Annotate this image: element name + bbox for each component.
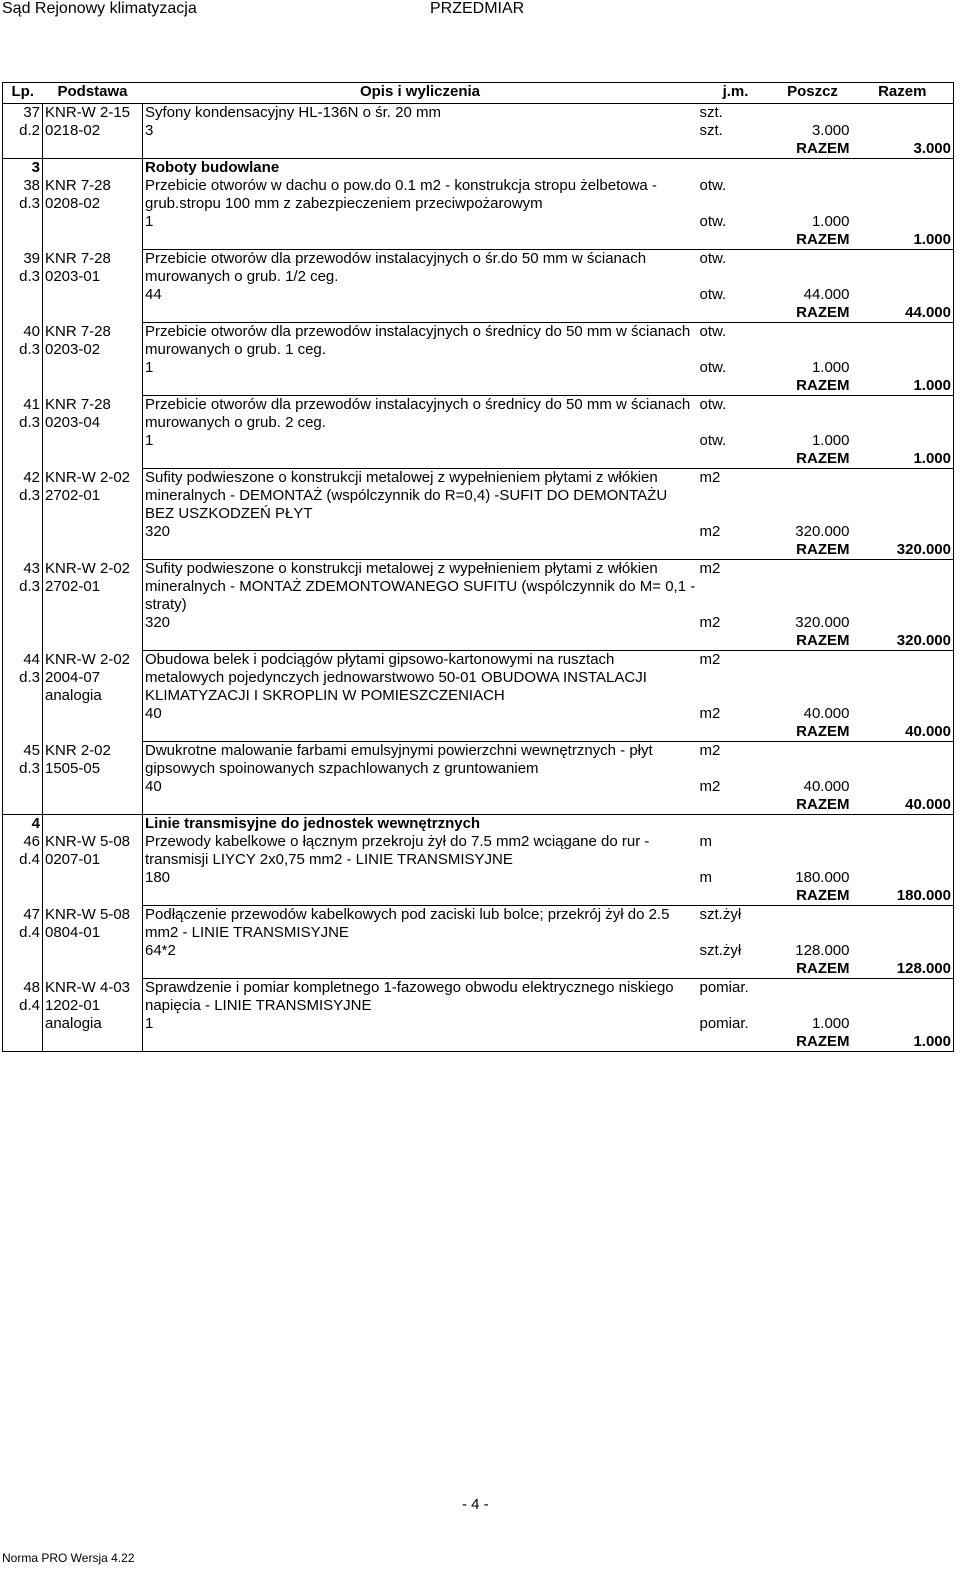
razem-label: RAZEM xyxy=(774,632,852,651)
item-description: Dwukrotne malowanie farbami emulsyjnymi powierzchni wewnętrznych - płyt gipsowych spoinowanych szpachlowanych z gruntowaniem xyxy=(145,742,653,777)
item-empty xyxy=(774,906,852,943)
calc-row xyxy=(3,286,954,304)
item-empty xyxy=(774,250,852,287)
razem-empty xyxy=(143,231,698,250)
calc-empty xyxy=(852,122,954,140)
item-lp-chapter: d.3 xyxy=(19,340,40,358)
item-podstawa xyxy=(43,323,143,396)
item-empty xyxy=(852,906,954,943)
item-description: Sprawdzenie i pomiar kompletnego 1-fazowego obwodu elektrycznego niskiego napięcia - LINIE TRANSMISYJNE xyxy=(145,979,674,1014)
razem-empty xyxy=(698,541,774,560)
col-razem: Razem xyxy=(852,83,954,104)
calc-poszcz: 40.000 xyxy=(803,778,850,795)
razem-row xyxy=(3,231,954,250)
calc-expression: 1 xyxy=(145,213,154,230)
item-empty xyxy=(852,323,954,360)
razem-empty xyxy=(698,231,774,250)
item-podstawa-position: 2702-01 xyxy=(45,486,101,504)
section-title: Linie transmisyjne do jednostek wewnętrznych xyxy=(145,815,481,832)
calc-row xyxy=(3,1015,954,1033)
item-lp-number: 46 xyxy=(23,833,40,850)
item-podstawa xyxy=(43,833,143,906)
item-podstawa-catalog: KNR 2-02 xyxy=(45,741,111,759)
razem-value: 44.000 xyxy=(852,304,954,323)
item-empty xyxy=(852,651,954,706)
item-lp xyxy=(3,469,43,560)
razem-empty xyxy=(698,304,774,323)
calc-poszcz: 180.000 xyxy=(795,869,850,886)
item-podstawa xyxy=(43,560,143,651)
item-podstawa-note: analogia xyxy=(45,686,102,704)
razem-empty xyxy=(698,1033,774,1052)
item-lp xyxy=(3,104,43,159)
razem-label: RAZEM xyxy=(774,887,852,906)
item-description: Syfony kondensacyjny HL-136N o śr. 20 mm xyxy=(145,104,441,121)
razem-label: RAZEM xyxy=(774,304,852,323)
section-title: Roboty budowlane xyxy=(145,159,280,176)
col-podstawa: Podstawa xyxy=(43,83,143,104)
calc-poszcz: 3.000 xyxy=(811,122,850,139)
item-podstawa-catalog: KNR 7-28 xyxy=(45,177,111,194)
razem-empty xyxy=(698,632,774,651)
item-lp-number: 41 xyxy=(23,395,40,413)
item-description: Przebicie otworów dla przewodów instalacyjnych o średnicy do 50 mm w ścianach murowanych o grub. 1 ceg. xyxy=(145,323,691,358)
item-podstawa-catalog: KNR-W 2-02 xyxy=(45,650,131,668)
item-lp xyxy=(3,560,43,651)
item-description: Przebicie otworów dla przewodów instalacyjnych o śr.do 50 mm w ścianach murowanych o grub. 1/2 ceg. xyxy=(145,250,647,285)
razem-value: 128.000 xyxy=(852,960,954,979)
section-empty xyxy=(43,815,143,834)
calc-expression: 320 xyxy=(145,523,171,540)
item-podstawa-catalog: KNR-W 2-02 xyxy=(45,468,131,486)
item-empty xyxy=(774,177,852,213)
item-lp-number: 44 xyxy=(23,650,40,668)
razem-value: 1.000 xyxy=(852,231,954,250)
item-podstawa xyxy=(43,742,143,815)
calc-poszcz: 320.000 xyxy=(795,523,850,540)
razem-value: 3.000 xyxy=(852,140,954,159)
item-jm: m2 xyxy=(699,560,721,577)
item-podstawa-position: 0218-02 xyxy=(45,122,101,139)
section-number: 3 xyxy=(3,159,43,178)
item-lp-number: 45 xyxy=(23,741,40,759)
calc-empty xyxy=(852,778,954,796)
calc-empty xyxy=(852,614,954,632)
item-podstawa xyxy=(43,104,143,159)
table-row xyxy=(3,177,954,213)
item-lp xyxy=(3,906,43,979)
razem-empty xyxy=(698,887,774,906)
razem-empty xyxy=(698,377,774,396)
razem-label: RAZEM xyxy=(774,960,852,979)
page-number: - 4 - xyxy=(462,1496,489,1513)
table-row xyxy=(3,250,954,287)
item-podstawa-catalog: KNR-W 5-08 xyxy=(45,905,131,923)
razem-row xyxy=(3,796,954,815)
section-empty xyxy=(43,159,143,178)
item-lp-chapter: d.2 xyxy=(19,122,40,139)
item-empty xyxy=(852,469,954,524)
calc-expression: 1 xyxy=(145,432,154,449)
item-empty xyxy=(852,104,954,123)
razem-empty xyxy=(143,723,698,742)
calc-poszcz: 128.000 xyxy=(795,942,850,959)
item-podstawa-position: 0203-04 xyxy=(45,413,101,431)
calc-jm: szt. xyxy=(699,122,723,139)
item-lp-chapter: d.4 xyxy=(19,923,40,941)
item-jm: m2 xyxy=(699,651,721,668)
table-row xyxy=(3,469,954,524)
razem-row xyxy=(3,887,954,906)
table-row xyxy=(3,742,954,779)
razem-label: RAZEM xyxy=(774,1033,852,1052)
razem-empty xyxy=(143,887,698,906)
calc-expression: 40 xyxy=(145,778,162,795)
razem-empty xyxy=(143,450,698,469)
col-opis: Opis i wyliczenia xyxy=(143,83,698,104)
razem-empty xyxy=(143,632,698,651)
calc-jm: otw. xyxy=(699,286,727,303)
item-podstawa-position: 0203-01 xyxy=(45,267,101,285)
razem-row xyxy=(3,1033,954,1052)
calc-jm: pomiar. xyxy=(699,1015,749,1032)
razem-value: 180.000 xyxy=(852,887,954,906)
item-lp xyxy=(3,651,43,742)
calc-row xyxy=(3,359,954,377)
calc-empty xyxy=(852,1015,954,1033)
calc-poszcz: 40.000 xyxy=(803,705,850,722)
item-lp xyxy=(3,323,43,396)
calc-row xyxy=(3,942,954,960)
calc-empty xyxy=(852,523,954,541)
item-podstawa-catalog: KNR 7-28 xyxy=(45,249,111,267)
calc-expression: 64*2 xyxy=(145,942,176,959)
item-description: Przebicie otworów w dachu o pow.do 0.1 m2 - konstrukcja stropu żelbetowa - grub.stropu 100 mm z zabezpieczeniem przeciwpożarowym xyxy=(145,177,657,212)
razem-empty xyxy=(143,304,698,323)
razem-value: 40.000 xyxy=(852,723,954,742)
calc-empty xyxy=(852,869,954,887)
item-jm: m xyxy=(699,833,712,850)
item-podstawa-catalog: KNR-W 5-08 xyxy=(45,833,131,850)
section-row xyxy=(3,815,954,834)
item-lp xyxy=(3,250,43,323)
calc-expression: 180 xyxy=(145,869,171,886)
item-jm: otw. xyxy=(699,396,727,413)
calc-expression: 1 xyxy=(145,359,154,376)
item-description: Sufity podwieszone o konstrukcji metalowej z wypełnieniem płytami z włókien mineralnych - MONTAŻ ZDEMONTOWANEGO SUFITU (wspólczynnik do M= 0,1 - straty) xyxy=(145,560,696,613)
razem-row xyxy=(3,960,954,979)
calc-poszcz: 1.000 xyxy=(811,213,850,230)
razem-label: RAZEM xyxy=(774,723,852,742)
item-lp-number: 43 xyxy=(23,559,40,577)
item-description: Przebicie otworów dla przewodów instalacyjnych o średnicy do 50 mm w ścianach murowanych o grub. 2 ceg. xyxy=(145,396,691,431)
item-podstawa-position: 2004-07 xyxy=(45,668,101,686)
item-podstawa-position: 0208-02 xyxy=(45,195,101,212)
razem-value: 320.000 xyxy=(852,541,954,560)
item-lp xyxy=(3,979,43,1052)
razem-empty xyxy=(143,960,698,979)
item-empty xyxy=(852,833,954,869)
footer-version: Norma PRO Wersja 4.22 xyxy=(2,1551,135,1565)
item-empty xyxy=(774,651,852,706)
razem-empty xyxy=(698,796,774,815)
item-jm: szt.żył xyxy=(699,906,742,923)
item-lp-chapter: d.3 xyxy=(19,195,40,212)
item-description: Przewody kabelkowe o łącznym przekroju żył do 7.5 mm2 wciągane do rur - transmisji LIYCY 2x0,75 mm2 - LINIE TRANSMISYJNE xyxy=(145,833,650,868)
calc-empty xyxy=(852,359,954,377)
razem-value: 40.000 xyxy=(852,796,954,815)
calc-empty xyxy=(852,942,954,960)
item-podstawa xyxy=(43,651,143,742)
razem-empty xyxy=(143,1033,698,1052)
razem-row xyxy=(3,450,954,469)
table-row xyxy=(3,833,954,869)
calc-row xyxy=(3,869,954,887)
header-left: Sąd Rejonowy klimatyzacja xyxy=(2,0,197,17)
item-podstawa xyxy=(43,396,143,469)
calc-jm: otw. xyxy=(699,213,727,230)
item-jm: m2 xyxy=(699,742,721,759)
razem-row xyxy=(3,541,954,560)
item-jm: otw. xyxy=(699,323,727,340)
item-lp-chapter: d.3 xyxy=(19,668,40,686)
item-lp-chapter: d.3 xyxy=(19,486,40,504)
item-lp-number: 42 xyxy=(23,468,40,486)
item-lp-number: 48 xyxy=(23,978,40,996)
item-podstawa-position: 2702-01 xyxy=(45,577,101,595)
item-lp-chapter: d.3 xyxy=(19,413,40,431)
razem-row xyxy=(3,140,954,159)
section-number: 4 xyxy=(3,815,43,834)
razem-empty xyxy=(143,796,698,815)
calc-poszcz: 1.000 xyxy=(811,359,850,376)
item-lp-chapter: d.3 xyxy=(19,577,40,595)
item-lp-chapter: d.4 xyxy=(19,996,40,1014)
calc-expression: 1 xyxy=(145,1015,154,1032)
item-podstawa xyxy=(43,250,143,323)
item-jm: szt. xyxy=(699,104,723,121)
calc-row xyxy=(3,432,954,450)
item-podstawa-catalog: KNR-W 2-15 xyxy=(45,104,131,121)
calc-expression: 3 xyxy=(145,122,154,139)
calc-row xyxy=(3,122,954,140)
item-lp-chapter: d.3 xyxy=(19,267,40,285)
calc-jm: otw. xyxy=(699,432,727,449)
item-empty xyxy=(774,469,852,524)
table-row xyxy=(3,104,954,123)
calc-empty xyxy=(852,286,954,304)
razem-empty xyxy=(698,723,774,742)
item-description: Sufity podwieszone o konstrukcji metalowej z wypełnieniem płytami z włókien mineralnych - DEMONTAŻ (wspólczynnik do R=0,4) -SUFIT DO DEMONTAŻU BEZ USZKODZEŃ PŁYT xyxy=(145,469,668,522)
item-empty xyxy=(852,396,954,433)
razem-row xyxy=(3,377,954,396)
calc-row xyxy=(3,614,954,632)
table-row xyxy=(3,906,954,943)
item-empty xyxy=(774,323,852,360)
razem-empty xyxy=(143,541,698,560)
item-podstawa-catalog: KNR-W 2-02 xyxy=(45,559,131,577)
item-lp xyxy=(3,396,43,469)
calc-expression: 44 xyxy=(145,286,162,303)
item-podstawa-position: 0207-01 xyxy=(45,851,101,868)
item-empty xyxy=(852,250,954,287)
calc-jm: m2 xyxy=(699,705,721,722)
razem-label: RAZEM xyxy=(774,450,852,469)
calc-row xyxy=(3,705,954,723)
item-description: Podłączenie przewodów kabelkowych pod zaciski lub bolce; przekrój żył do 2.5 mm2 - LINIE TRANSMISYJNE xyxy=(145,906,670,941)
item-empty xyxy=(774,396,852,433)
item-lp xyxy=(3,177,43,250)
razem-label: RAZEM xyxy=(774,541,852,560)
calc-expression: 40 xyxy=(145,705,162,722)
col-jm: j.m. xyxy=(698,83,774,104)
calc-poszcz: 1.000 xyxy=(811,432,850,449)
item-jm: otw. xyxy=(699,177,727,194)
razem-value: 1.000 xyxy=(852,377,954,396)
item-podstawa xyxy=(43,979,143,1052)
item-podstawa-catalog: KNR 7-28 xyxy=(45,322,111,340)
razem-value: 1.000 xyxy=(852,450,954,469)
table-row xyxy=(3,560,954,615)
item-empty xyxy=(852,979,954,1016)
table-header-row xyxy=(3,83,954,104)
item-empty xyxy=(852,560,954,615)
col-lp: Lp. xyxy=(3,83,43,104)
calc-poszcz: 320.000 xyxy=(795,614,850,631)
item-empty xyxy=(774,104,852,123)
razem-row xyxy=(3,723,954,742)
item-lp-number: 37 xyxy=(23,104,40,121)
item-empty xyxy=(852,742,954,779)
razem-empty xyxy=(698,450,774,469)
item-lp-number: 40 xyxy=(23,322,40,340)
calc-empty xyxy=(852,432,954,450)
calc-jm: m2 xyxy=(699,778,721,795)
calc-jm: otw. xyxy=(699,359,727,376)
table-body xyxy=(3,104,954,1052)
calc-empty xyxy=(852,213,954,231)
item-podstawa-catalog: KNR-W 4-03 xyxy=(45,978,131,996)
item-empty xyxy=(774,560,852,615)
item-lp-chapter: d.4 xyxy=(19,851,40,868)
item-podstawa-position: 1202-01 xyxy=(45,996,101,1014)
razem-row xyxy=(3,632,954,651)
calc-row xyxy=(3,523,954,541)
item-podstawa xyxy=(43,177,143,250)
calc-poszcz: 1.000 xyxy=(811,1015,850,1032)
item-lp xyxy=(3,833,43,906)
calc-empty xyxy=(852,705,954,723)
calc-poszcz: 44.000 xyxy=(803,286,850,303)
col-poszcz: Poszcz xyxy=(774,83,852,104)
item-jm: m2 xyxy=(699,469,721,486)
calc-expression: 320 xyxy=(145,614,171,631)
header-center: PRZEDMIAR xyxy=(430,0,525,17)
table-row xyxy=(3,979,954,1016)
item-empty xyxy=(774,833,852,869)
calc-jm: szt.żył xyxy=(699,942,742,959)
calc-row xyxy=(3,778,954,796)
item-podstawa-note: analogia xyxy=(45,1014,102,1032)
razem-empty xyxy=(143,377,698,396)
item-lp-chapter: d.3 xyxy=(19,759,40,777)
table-row xyxy=(3,651,954,706)
section-row xyxy=(3,159,954,178)
item-empty xyxy=(774,742,852,779)
razem-value: 1.000 xyxy=(852,1033,954,1052)
item-podstawa-position: 0804-01 xyxy=(45,923,101,941)
item-podstawa xyxy=(43,469,143,560)
item-lp xyxy=(3,742,43,815)
razem-empty xyxy=(143,140,698,159)
item-empty xyxy=(774,979,852,1016)
calc-row xyxy=(3,213,954,231)
calc-jm: m xyxy=(699,869,712,886)
calc-jm: m2 xyxy=(699,614,721,631)
item-lp-number: 47 xyxy=(23,905,40,923)
calc-jm: m2 xyxy=(699,523,721,540)
item-podstawa-position: 1505-05 xyxy=(45,759,101,777)
table-row xyxy=(3,396,954,433)
item-lp-number: 38 xyxy=(23,177,40,194)
razem-empty xyxy=(698,140,774,159)
razem-label: RAZEM xyxy=(774,140,852,159)
razem-label: RAZEM xyxy=(774,796,852,815)
item-jm: pomiar. xyxy=(699,979,749,996)
przedmiar-table xyxy=(2,82,954,1052)
item-empty xyxy=(852,177,954,213)
razem-row xyxy=(3,304,954,323)
item-lp-number: 39 xyxy=(23,249,40,267)
razem-value: 320.000 xyxy=(852,632,954,651)
razem-label: RAZEM xyxy=(774,231,852,250)
item-podstawa-catalog: KNR 7-28 xyxy=(45,395,111,413)
item-jm: otw. xyxy=(699,250,727,267)
item-podstawa-position: 0203-02 xyxy=(45,340,101,358)
razem-empty xyxy=(698,960,774,979)
item-description: Obudowa belek i podciągów płytami gipsowo-kartonowymi na rusztach metalowych pojedynczych jednowarstwowo 50-01 OBUDOWA INSTALACJI KLIMATYZACJI I SKROPLIN W POMIESZCZENIACH xyxy=(145,651,647,704)
item-podstawa xyxy=(43,906,143,979)
razem-label: RAZEM xyxy=(774,377,852,396)
table-row xyxy=(3,323,954,360)
